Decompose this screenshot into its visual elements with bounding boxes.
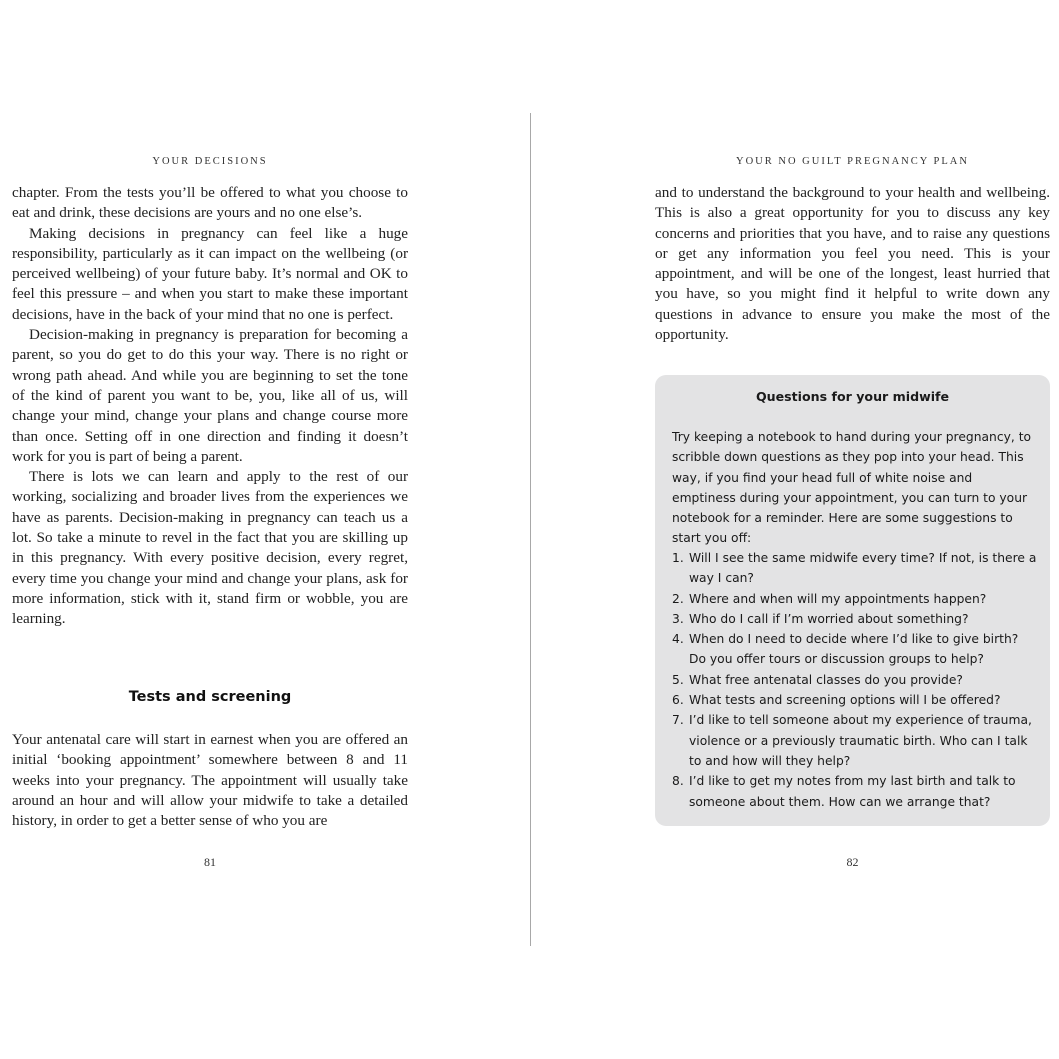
list-item [672,670,1037,690]
left-body-text [12,183,408,630]
item-number: 8. [672,774,684,789]
box-title: Questions for your midwife [755,389,950,404]
body-paragraph: Your antenatal care will start in earnest when you are offered an initial ‘booking appointment’ somewhere between 8 and 11 weeks into your pregnancy. The appointment will usually take around an hour and will allow your midwife to take a detailed history, in order to get a better sense of who you are [12,731,408,830]
box-intro: Try keeping a notebook to hand during your pregnancy, to scribble down questions as they pop into your head. This way, if you find your head full of white noise and emptiness during your appointment, you can turn to your notebook for a reminder. Here are some suggestions to start you off: [672,430,1032,546]
item-number: 7. [672,713,684,728]
list-item [672,710,1037,771]
item-number: 2. [672,591,684,606]
right-page [531,0,1059,1059]
page-number-left: 81 [204,855,216,869]
left-body-text-bottom [12,730,408,831]
running-head-left: YOUR DECISIONS [152,156,268,167]
item-text: Who do I call if I’m worried about something? [689,611,969,626]
list-item [672,629,1037,670]
item-text: When do I need to decide where I’d like to give birth? Do you offer tours or discussion groups to help? [689,632,1019,667]
item-text: What tests and screening options will I be offered? [689,693,1001,708]
body-paragraph: Decision-making in pregnancy is preparation for becoming a parent, so you do get to do this your way. There is no right or wrong path ahead. And while you are beginning to set the tone of the kind of parent you want to be, you, like all of us, will change your mind, change your plans and change course more than once. Setting off in one direction and finding it doesn’t work for you is part of being a parent. [12,326,408,465]
list-item [672,589,1037,609]
body-paragraph: Making decisions in pregnancy can feel like a huge responsibility, particularly as it can impact on the wellbeing (or perceived wellbeing) of your future baby. It’s normal and OK to feel this pressure – and when you start to make these important decisions, have in the back of your mind that no one is perfect. [12,224,408,323]
item-text: Where and when will my appointments happen? [689,591,987,606]
item-text: What free antenatal classes do you provide? [689,672,963,687]
section-heading: Tests and screening [128,689,292,705]
list-item [672,771,1037,812]
item-text: I’d like to tell someone about my experience of trauma, violence or a previously traumatic birth. Who can I talk to and how will they help? [689,713,1032,768]
questions-list [672,548,1037,812]
item-text: Will I see the same midwife every time? If not, is there a way I can? [689,551,1037,586]
body-paragraph: There is lots we can learn and apply to the rest of our working, socializing and broader lives from the experiences we have as parents. Decision-making in pregnancy can teach us a lot. So take a minute to revel in the fact that you are skilling up in this pregnancy. With every positive decision, every regret, every time you change your mind and change your plans, ask for more information, stick with it, stand firm or wobble, you are learning. [12,468,408,628]
list-item [672,548,1037,589]
questions-box [655,375,1050,826]
running-head-right: YOUR NO GUILT PREGNANCY PLAN [736,156,969,167]
page-number-right: 82 [846,855,859,869]
item-number: 1. [672,551,684,565]
list-item [672,609,1037,629]
item-number: 3. [672,611,684,626]
item-number: 4. [672,632,684,647]
item-number: 6. [672,693,684,708]
body-paragraph: and to understand the background to your health and wellbeing. This is also a great opportunity for you to discuss any key concerns and priorities that you have, and to raise any questions or get any information you feel you need. This is your appointment, and will be one of the longest, least hurried that you have, so you might find it helpful to write down any questions in advance to ensure you make the most of the opportunity. [655,184,1050,344]
right-body-text [655,183,1050,345]
item-text: I’d like to get my notes from my last birth and talk to someone about them. How can we arrange that? [689,774,1016,809]
body-paragraph: chapter. From the tests you’ll be offered to what you choose to eat and drink, these decisions are yours and no one else’s. [12,184,408,222]
item-number: 5. [672,672,684,687]
list-item [672,690,1037,710]
